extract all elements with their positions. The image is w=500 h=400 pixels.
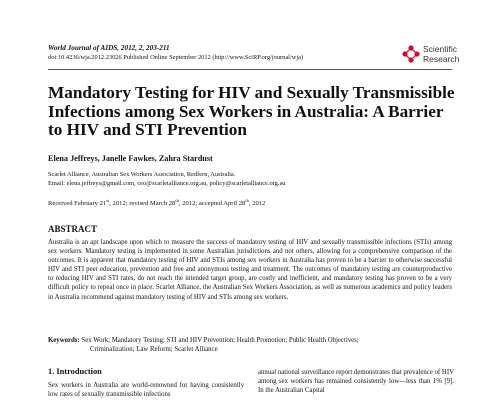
received-text-2: , 2012; revised March 28 xyxy=(109,200,176,208)
right-column xyxy=(258,368,454,395)
keywords-line-1: Sex Work; Mandatory Testing; STI and HIV Prevention; Health Promotion; Public Health Objectives; xyxy=(81,337,359,344)
section-heading-introduction: 1. Introduction xyxy=(48,367,102,376)
journal-citation: World Journal of AIDS, 2012, 2, 203-211 xyxy=(48,44,170,52)
keywords-block xyxy=(48,336,452,354)
affiliation-block xyxy=(48,170,286,188)
received-text-1: Received February 21 xyxy=(48,200,107,208)
introduction-text: Sex workers in Australia are world-renowned for having consistently low rates of sexually transmissible infections xyxy=(48,382,244,399)
left-column xyxy=(48,367,244,399)
header-divider xyxy=(48,69,452,70)
author-list: Elena Jeffreys, Janelle Fawkes, Zahra Stardust xyxy=(48,154,213,163)
received-dates xyxy=(48,198,265,207)
email-line: Email: elena.jeffreys@gmail.com, ceo@scarletalliance.org.au, policy@scarletalliance.org.au xyxy=(48,180,286,187)
scientific-research-logo-icon xyxy=(401,44,421,64)
received-sup-3: th xyxy=(245,198,249,203)
received-text-4: , 2012 xyxy=(248,200,266,208)
keywords-line-2: Criminalization; Law Reform; Scarlet Alliance xyxy=(90,346,218,354)
received-sup-1: st xyxy=(106,198,110,203)
logo-text-line-1: Scientific xyxy=(423,44,458,54)
publisher-logo xyxy=(401,41,461,69)
logo-text-line-2: Research xyxy=(423,54,460,64)
abstract-heading: ABSTRACT xyxy=(48,224,98,234)
received-text-3: , 2012; accepted April 28 xyxy=(178,200,246,208)
abstract-text: Australia is an apt landscape upon which to measure the success of mandatory testing of HIV and sexually transmissible infections (STIs) among sex workers. Mandatory testing is implemented in some Australian jurisdictions and not others, allowing for a comprehensive comparison of the outcomes. It is apparent that mandatory testing of HIV and STIs among sex workers in Australia has proven to be a barrier to otherwise successful HIV and STI peer education, prevention and free and anonymous testing and treatment. The outcomes of mandatory testing are counterproductive to reducing HIV and STI rates, do not reach the intended target group, are costly and inefficient, and mandatory testing has proven to be a very difficult policy to repeal once in place. Scarlet Alliance, the Australian Sex Workers Association, as well as numerous academics and policy leaders in Australia recommend against mandatory testing of HIV and STIs among sex workers. xyxy=(48,239,452,301)
article-title: Mandatory Testing for HIV and Sexually Transmissible Infections among Sex Workers in Australia: A Barrier to HIV and STI Prevention xyxy=(48,83,455,139)
doi-line: doi:10.4236/wja.2012.23026 Published Online September 2012 (http://www.SciRP.org/journal/wja) xyxy=(48,54,304,61)
keywords-label: Keywords: xyxy=(48,337,80,344)
right-column-text: annual national surveillance report demonstrates that prevalence of HIV among sex workers has remained consistently low—less than 1% [9]. In the Australian Capital xyxy=(258,369,454,395)
affiliation: Scarlet Alliance, Australian Sex Workers Association, Redfern, Australia. xyxy=(48,171,236,178)
received-sup-2: th xyxy=(175,198,179,203)
